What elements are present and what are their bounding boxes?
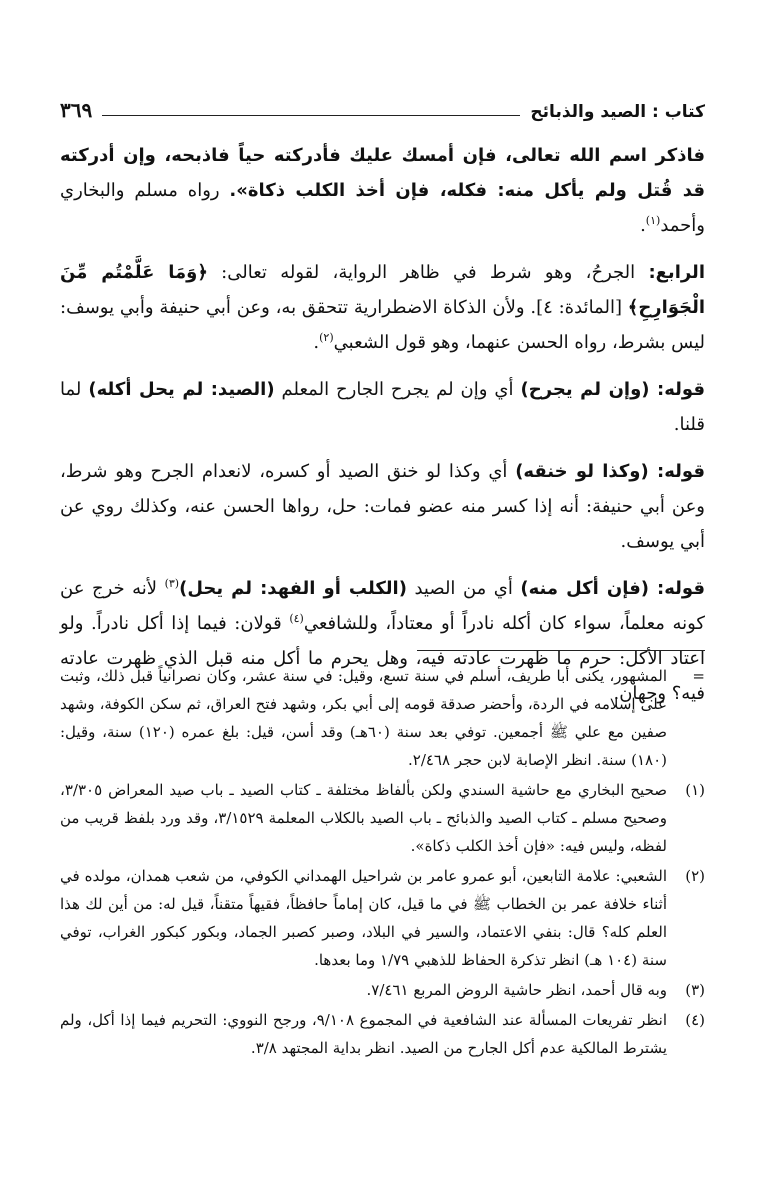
- footnotes: [60, 662, 705, 1064]
- paragraph-eaten: قوله: (فإن أكل منه) أي من الصيد (الكلب أو الفهد: لم يحل)$^{(٣)}$ لأنه خرج عن كونه معلماً، سواء كان أكله نادراً أو معتاداً، وللشافعي$^{(٤)}$ قولان: فيما إذا أكل نادراً. ولو اعتاد الأكل: حرم ما ظهرت عادته فيه، وهل يحرم ما أكل منه قبل الذي ظهرت عادته فيه؟ وجهان.: [60, 577, 705, 704]
- footnote-4: [60, 1006, 705, 1062]
- matn-quote: (الصيد: لم يحل أكله): [88, 379, 275, 400]
- footnote-marker: =: [692, 667, 705, 685]
- footnote-text: المشهور، يكنى أبا طريف، أسلم في سنة تسع، وقيل: في سنة عشر، وكان نصرانياً قبل ذلك، وثبت على إسلامه في الردة، وأحضر صدقة قومه إلى أبي بكر، وشهد فتح العراق، ثم سكن الكوفة، وشهد صفين مع علي ﷺ أجمعين. توفي بعد سنة (٦٠هـ) وقد أسن، قيل: بلغ عمره (١٢٠) سنة، وقيل: (١٨٠) سنة. انظر الإصابة لابن حجر ٢/٤٦٨.: [60, 667, 667, 769]
- paragraph-fourth-condition: الرابع: الجرحُ، وهو شرط في ظاهر الرواية، لقوله تعالى: ﴿وَمَا عَلَّمْتُم مِّنَ الْجَوَارِحِ﴾ [المائدة: ٤]. ولأن الذكاة الاضطرارية تتحقق به، وعن أبي حنيفة وأبي يوسف: ليس بشرط، رواه الحسن عنهما، وهو قول الشعبي$^{(٢)}$.: [60, 262, 706, 353]
- footnote-ref-2[interactable]: (٢): [319, 331, 334, 344]
- matn-quote: (وكذا لو خنقه): [515, 461, 658, 482]
- heading-word-qawluhu: قوله:: [657, 461, 705, 482]
- footnote-separator: [417, 650, 705, 651]
- hadith-source: رواه مسلم والبخاري وأحمد: [60, 180, 705, 236]
- footnote-ref-4[interactable]: (٤): [289, 612, 304, 625]
- page-header: [60, 92, 705, 122]
- quran-quote: ﴿وَمَا عَلَّمْتُم مِّنَ الْجَوَارِحِ﴾: [60, 262, 706, 318]
- footnote-marker: (١): [685, 781, 705, 799]
- heading-word-qawluhu: قوله:: [657, 578, 705, 599]
- footnote-text: صحيح البخاري مع حاشية السندي ولكن بألفاظ مختلفة ـ كتاب الصيد ـ باب صيد المعراض ٣/٣٠٥، وصحيح مسلم ـ كتاب الصيد والذبائح ـ باب الصيد بالكلاب المعلمة ٣/١٥٢٩، وقد ورد بلفظ قريب من لفظه، وليس فيه: «فإن أخذ الكلب ذكاة».: [60, 781, 667, 855]
- footnote-marker: (٢): [685, 867, 705, 885]
- main-text: [60, 138, 705, 723]
- footnote-text: الشعبي: علامة التابعين، أبو عمرو عامر بن شراحيل الهمداني الكوفي، من شعب همدان، مولده في أثناء خلافة عمر بن الخطاب ﷺ في ما قيل، كان إماماً حافظاً، فقيهاً متقناً، قيل له: من أين لك هذا العلم كله؟ قال: بنفي الاعتماد، والسير في البلاد، وصبر كصبر الجماد، وبكور كبكور الغراب، توفي سنة (١٠٤ هـ) انظر تذكرة الحفاظ للذهبي ١/٧٩ وما بعدها.: [60, 867, 667, 969]
- footnote-text: وبه قال أحمد، انظر حاشية الروض المربع ٧/٤٦١.: [366, 981, 667, 999]
- footnote-continued: [60, 662, 705, 774]
- footnote-marker: (٣): [685, 981, 705, 999]
- heading-word-fourth: الرابع:: [648, 262, 705, 283]
- footnote-2: [60, 862, 705, 974]
- running-title: كتاب : الصيد والذبائح: [530, 102, 705, 122]
- matn-quote: (الكلب أو الفهد: لم يحل): [179, 578, 407, 599]
- hadith-quote: فاذكر اسم الله تعالى، فإن أمسك عليك فأدركته حياً فاذبحه، وإن أدركته قد قُتل ولم يأكل منه: فكله، فإن أخذ الكلب ذكاة».: [60, 145, 705, 201]
- paragraph-hadith: فاذكر اسم الله تعالى، فإن أمسك عليك فأدركته حياً فاذبحه، وإن أدركته قد قُتل ولم يأكل منه: فكله، فإن أخذ الكلب ذكاة». رواه مسلم والبخاري وأحمد$^{(١)}$.: [60, 145, 705, 236]
- paragraph-strangled: قوله: (وكذا لو خنقه) أي وكذا لو خنق الصيد أو كسره، لانعدام الجرح وهو شرط، وعن أبي حنيفة: أنه إذا كسر منه عضو فمات: حل، رواها الحسن عنه، وكذلك روي عن أبي يوسف.: [60, 461, 705, 552]
- footnote-text: انظر تفريعات المسألة عند الشافعية في المجموع ٩/١٠٨، ورجح النووي: التحريم فيما إذا أكل، ولم يشترط المالكية عدم أكل الجارح من الصيد. انظر بداية المجتهد ٣/٨.: [60, 1011, 667, 1057]
- page-number: ٣٦٩: [60, 98, 93, 122]
- footnote-3: [60, 976, 705, 1004]
- paragraph-no-wound: قوله: (وإن لم يجرح) أي وإن لم يجرح الجارح المعلم (الصيد: لم يحل أكله) لما قلنا.: [60, 379, 705, 435]
- footnote-1: [60, 776, 705, 860]
- footnote-ref-1[interactable]: (١): [645, 214, 661, 227]
- heading-word-qawluhu: قوله:: [657, 379, 705, 400]
- matn-quote: (وإن لم يجرح): [520, 379, 658, 400]
- header-rule: [102, 115, 520, 116]
- footnote-marker: (٤): [685, 1011, 705, 1029]
- footnote-ref-3[interactable]: (٣): [164, 577, 180, 590]
- matn-quote: (فإن أكل منه): [520, 578, 658, 599]
